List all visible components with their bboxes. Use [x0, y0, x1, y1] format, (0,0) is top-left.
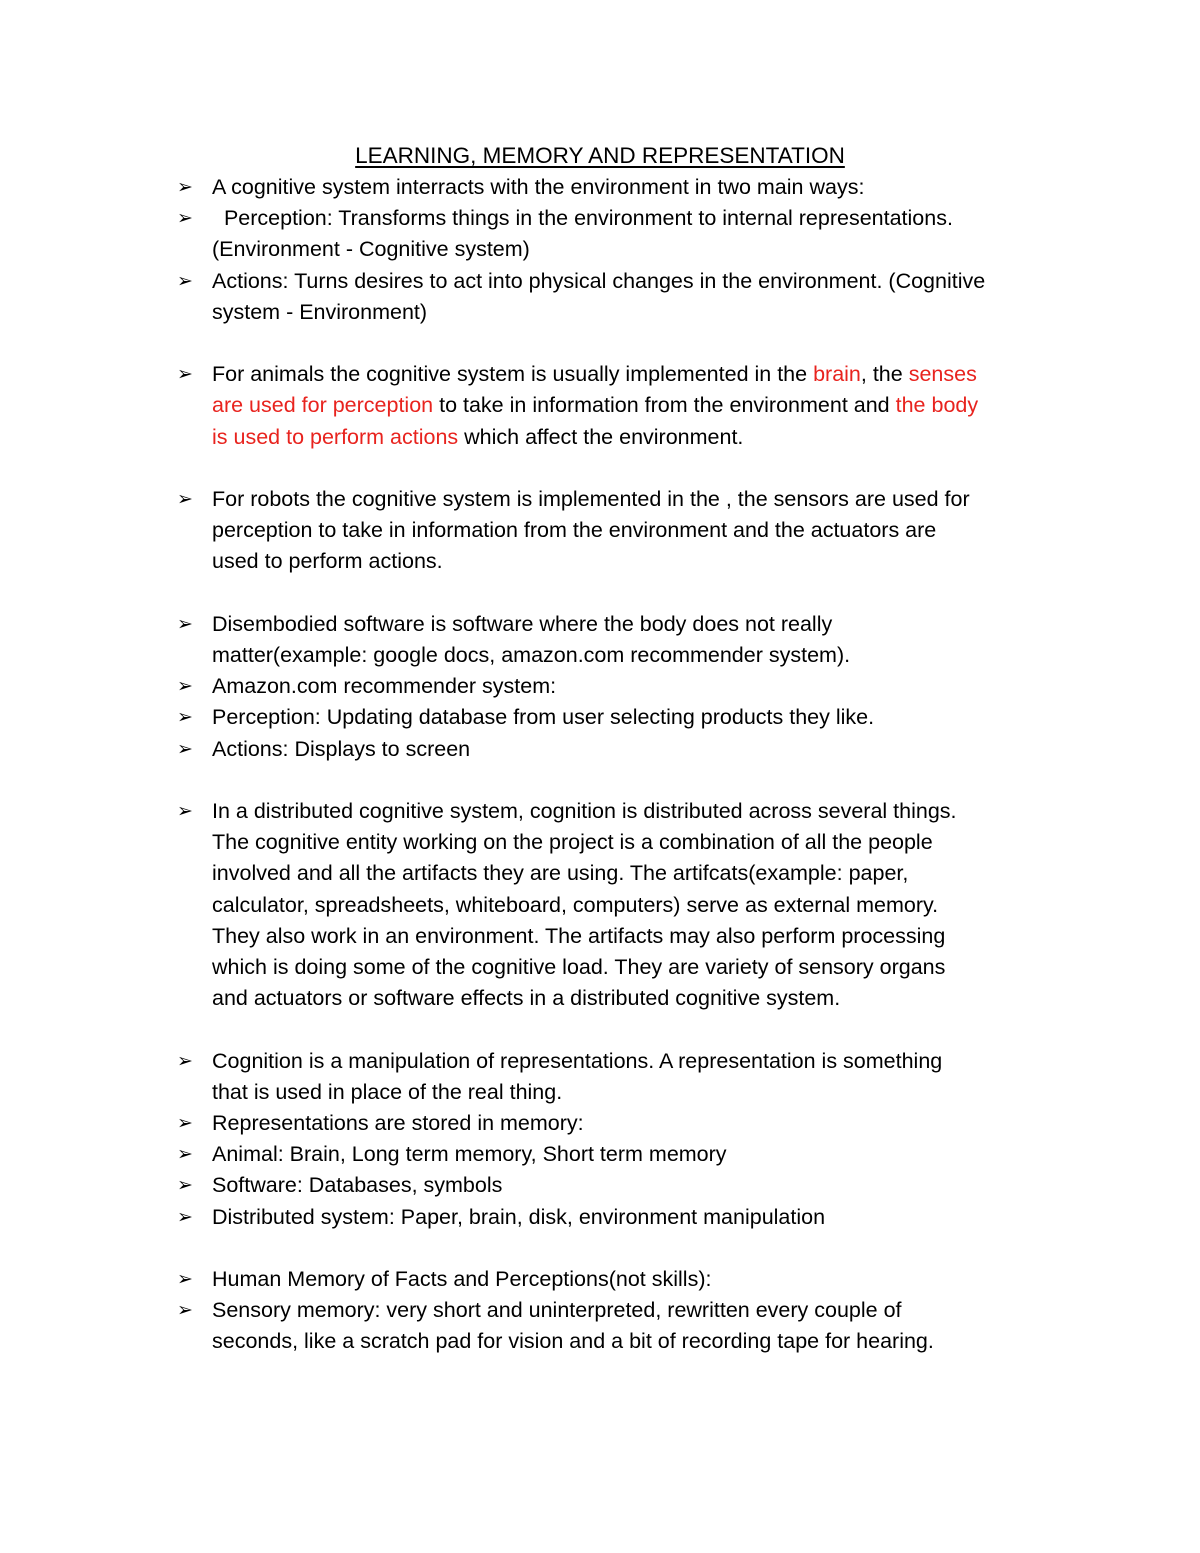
text-segment: Representations are stored in memory:: [212, 1111, 584, 1136]
list-item: [177, 266, 1077, 328]
list-item: [177, 1202, 1077, 1233]
list-item-line: [212, 952, 1077, 983]
list-item-line: [212, 671, 1077, 702]
list-item-line: [212, 1108, 1077, 1139]
text-segment: In a distributed cognitive system, cognition is distributed across several things.: [212, 799, 957, 823]
text-segment: calculator, spreadsheets, whiteboard, computers) serve as external memory.: [212, 892, 939, 917]
list-item-line: [212, 546, 1077, 577]
text-segment: matter(example: google docs, amazon.com recommender system).: [212, 643, 851, 667]
highlighted-text: is used to perform actions: [212, 424, 459, 449]
list-item-line: [212, 1202, 1077, 1233]
list-item-line: [212, 702, 1077, 733]
text-segment: to take in information from the environment and: [433, 393, 896, 418]
list-item: [177, 1264, 1077, 1295]
list-item: [177, 796, 1077, 1014]
list-item-line: [212, 422, 1077, 453]
list-item: [177, 1295, 1077, 1357]
list-item-line: [212, 266, 1077, 297]
list-item-line: [212, 1139, 1077, 1170]
text-segment: (Environment - Cognitive system): [212, 237, 530, 262]
arrow-bullet-icon: ➢: [177, 1050, 193, 1072]
text-segment: and actuators or software effects in a distributed cognitive system.: [212, 986, 841, 1011]
text-segment: Perception: Transforms things in the environment to internal representations.: [212, 206, 953, 231]
list-item-line: [212, 1077, 1077, 1108]
list-item-line: [212, 640, 1077, 671]
page-title: LEARNING, MEMORY AND REPRESENTATION: [355, 143, 845, 168]
text-segment: The cognitive entity working on the project is a combination of all the people: [212, 830, 933, 855]
list-item: [177, 1139, 1077, 1170]
text-segment: involved and all the artifacts they are using. The artifcats(example: paper,: [212, 861, 909, 886]
arrow-bullet-icon: ➢: [177, 1206, 193, 1228]
highlighted-text: the body: [895, 393, 979, 418]
arrow-bullet-icon: ➢: [177, 489, 193, 510]
list-item: [177, 609, 1077, 671]
list-item-line: [212, 484, 1077, 515]
list-item-line: [212, 983, 1077, 1014]
text-segment: Amazon.com recommender system:: [212, 674, 557, 699]
list-item-line: [212, 921, 1077, 952]
arrow-bullet-icon: ➢: [177, 1175, 193, 1197]
text-segment: Perception: Updating database from user selecting products they like.: [212, 705, 875, 730]
list-item: [177, 359, 1077, 453]
list-item-line: [212, 515, 1077, 546]
list-item-line: [212, 609, 1077, 640]
text-segment: used to perform actions.: [212, 549, 443, 574]
list-item-line: [212, 234, 1077, 265]
text-segment: For animals the cognitive system is usually implemented in the: [212, 362, 814, 387]
arrow-bullet-icon: ➢: [177, 676, 193, 698]
list-item-line: [212, 172, 1077, 203]
list-item-line: [212, 359, 1077, 390]
list-item-line: [212, 734, 1077, 765]
list-item: [177, 172, 1077, 203]
list-item: [177, 1170, 1077, 1201]
list-item-line: [212, 858, 1077, 889]
text-segment: Disembodied software is software where the body does not really: [212, 611, 833, 636]
highlighted-text: senses: [908, 362, 977, 387]
list-item: [177, 1108, 1077, 1139]
highlighted-text: are used for perception: [212, 393, 434, 418]
bullet-list: [177, 172, 1077, 1358]
text-segment: Cognition is a manipulation of representations. A representation is something: [212, 1048, 943, 1073]
text-segment: perception to take in information from the environment and the actuators are: [212, 518, 937, 543]
list-item: [177, 484, 1077, 578]
arrow-bullet-icon: ➢: [177, 364, 193, 386]
text-segment: For robots the cognitive system is implemented in the , the sensors are used for: [212, 487, 970, 511]
arrow-bullet-icon: ➢: [177, 613, 193, 635]
highlighted-text: brain: [813, 362, 861, 387]
text-segment: which is doing some of the cognitive load. They are variety of sensory organs: [212, 955, 946, 980]
arrow-bullet-icon: ➢: [177, 177, 193, 198]
text-segment: Actions: Turns desires to act into physical changes in the environment. (Cognitive: [212, 268, 986, 293]
arrow-bullet-icon: ➢: [177, 1300, 193, 1322]
text-segment: Distributed system: Paper, brain, disk, environment manipulation: [212, 1204, 826, 1229]
list-item-line: [212, 796, 1077, 827]
arrow-bullet-icon: ➢: [177, 1269, 193, 1291]
text-segment: Sensory memory: very short and uninterpreted, rewritten every couple of: [212, 1298, 902, 1323]
list-item: [177, 671, 1077, 702]
text-segment: which affect the environment.: [458, 424, 744, 449]
text-segment: seconds, like a scratch pad for vision and a bit of recording tape for hearing.: [212, 1329, 934, 1354]
arrow-bullet-icon: ➢: [177, 270, 193, 292]
list-item-line: [212, 390, 1077, 421]
list-item: [177, 702, 1077, 733]
text-segment: Actions: Displays to screen: [212, 736, 471, 761]
list-item-line: [212, 827, 1077, 858]
arrow-bullet-icon: ➢: [177, 707, 193, 729]
text-segment: Software: Databases, symbols: [212, 1173, 503, 1198]
list-item-line: [212, 1264, 1077, 1295]
list-item-line: [212, 890, 1077, 921]
text-segment: Animal: Brain, Long term memory, Short term memory: [212, 1142, 727, 1167]
text-segment: Human Memory of Facts and Perceptions(not skills):: [212, 1267, 712, 1292]
text-segment: that is used in place of the real thing.: [212, 1079, 563, 1104]
arrow-bullet-icon: ➢: [177, 1144, 193, 1166]
list-item: [177, 203, 1077, 265]
arrow-bullet-icon: ➢: [177, 801, 193, 822]
text-segment: , the: [860, 362, 909, 387]
text-segment: system - Environment): [212, 299, 428, 324]
text-segment: They also work in an environment. The artifacts may also perform processing: [212, 923, 946, 948]
arrow-bullet-icon: ➢: [177, 1113, 193, 1135]
list-item-line: [212, 297, 1077, 328]
list-item-line: [212, 1295, 1077, 1326]
list-item: [177, 734, 1077, 765]
list-item-line: [212, 1046, 1077, 1077]
arrow-bullet-icon: ➢: [177, 208, 193, 230]
list-item-line: [212, 203, 1077, 234]
list-item-line: [212, 1326, 1077, 1357]
list-item: [177, 1046, 1077, 1108]
arrow-bullet-icon: ➢: [177, 738, 193, 760]
text-segment: A cognitive system interracts with the environment in two main ways:: [212, 175, 865, 199]
list-item-line: [212, 1170, 1077, 1201]
